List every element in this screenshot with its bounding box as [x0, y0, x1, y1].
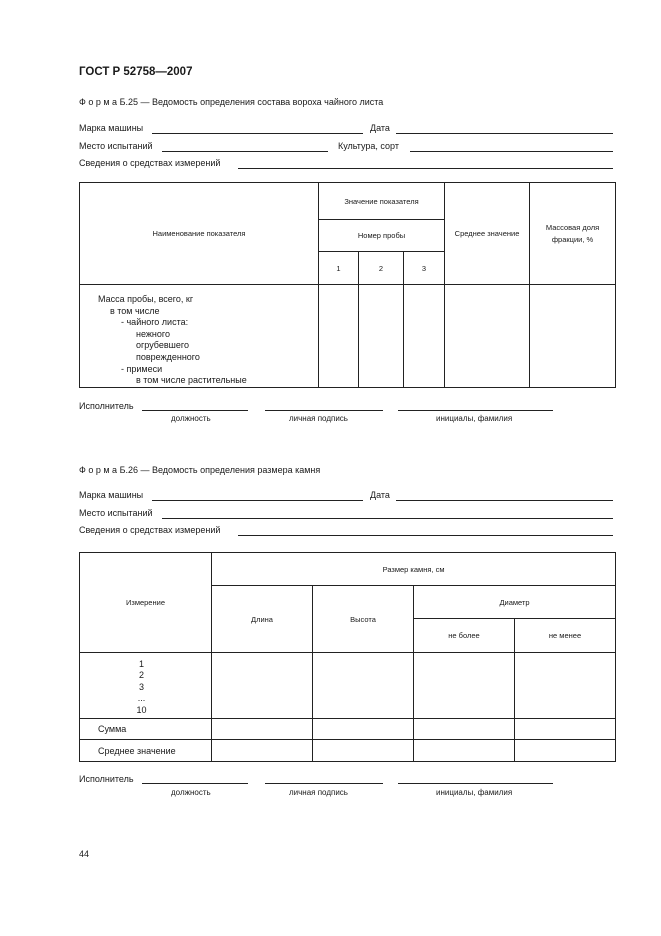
- measurement-number: 3: [138, 681, 144, 692]
- form-25-place-label: Место испытаний: [79, 141, 153, 151]
- form-25-culture-field[interactable]: [410, 151, 613, 152]
- header-length: Длина: [212, 586, 313, 653]
- form-25-name-field[interactable]: [398, 410, 553, 411]
- form-26-place-label: Место испытаний: [79, 508, 153, 518]
- form-25-position-caption: должность: [171, 414, 211, 423]
- header-sample-1: 1: [319, 252, 359, 285]
- page-number: 44: [79, 849, 90, 859]
- form-25-executor-label: Исполнитель: [79, 401, 134, 411]
- sum-diameter-max-cell[interactable]: [414, 719, 515, 740]
- header-sample-3: 3: [404, 252, 445, 285]
- indicator-list: [80, 285, 319, 388]
- form-26-position-caption: должность: [171, 788, 211, 797]
- value-cell-sample-1[interactable]: [319, 285, 359, 388]
- header-indicator-name: Наименование показателя: [80, 183, 319, 285]
- header-measurement: Измерение: [80, 553, 212, 653]
- height-cell[interactable]: [313, 653, 414, 719]
- measurement-numbers: [80, 653, 212, 719]
- value-cell-sample-2[interactable]: [359, 285, 404, 388]
- header-sample-2: 2: [359, 252, 404, 285]
- mean-diameter-min-cell[interactable]: [515, 740, 616, 762]
- mean-label: Среднее значение: [80, 740, 212, 762]
- sum-length-cell[interactable]: [212, 719, 313, 740]
- form-25-machine-field[interactable]: [152, 133, 363, 134]
- header-diameter-max: не более: [414, 619, 515, 653]
- header-indicator-value: Значение показателя: [319, 183, 445, 220]
- sum-label: Сумма: [80, 719, 212, 740]
- measurement-number: 2: [138, 670, 144, 681]
- form-25-machine-label: Марка машины: [79, 123, 144, 133]
- sum-diameter-min-cell[interactable]: [515, 719, 616, 740]
- indicator-row: в том числе растительные: [136, 375, 247, 386]
- value-cell-sample-3[interactable]: [404, 285, 445, 388]
- measurement-number: 10: [136, 704, 147, 715]
- indicator-row: огрубевшего: [136, 340, 189, 351]
- form-26-signature-caption: личная подпись: [289, 788, 348, 797]
- form-25-instruments-label: Сведения о средствах измерений: [79, 158, 221, 168]
- form-25-position-field[interactable]: [142, 410, 248, 411]
- form-26-table: [79, 552, 616, 762]
- form-26-instruments-label: Сведения о средствах измерений: [79, 525, 221, 535]
- form-26-position-field[interactable]: [142, 783, 248, 784]
- form-26-title-text: Б.26 — Ведомость определения размера камня: [119, 465, 321, 475]
- header-sample-number: Номер пробы: [319, 220, 445, 252]
- header-diameter: Диаметр: [414, 586, 616, 619]
- indicator-row: Масса пробы, всего, кг: [98, 294, 194, 304]
- form-25-date-field[interactable]: [396, 133, 613, 134]
- diameter-min-cell[interactable]: [515, 653, 616, 719]
- form-25-place-field[interactable]: [162, 151, 328, 152]
- form-26-executor-label: Исполнитель: [79, 774, 134, 784]
- measurement-number: 1: [138, 659, 144, 669]
- form-25-title-prefix: Ф о р м а: [79, 97, 118, 107]
- header-mass-fraction: Массовая доля фракции, %: [530, 183, 616, 285]
- form-25-table: [79, 182, 616, 388]
- header-height: Высота: [313, 586, 414, 653]
- indicator-row: нежного: [136, 328, 170, 339]
- form-26-signature-field[interactable]: [265, 783, 383, 784]
- form-25-signature-caption: личная подпись: [289, 414, 348, 423]
- form-25-title-text: Б.25 — Ведомость определения состава вороха чайного листа: [119, 97, 384, 107]
- form-26-place-field[interactable]: [162, 518, 613, 519]
- form-25-date-label: Дата: [370, 123, 390, 133]
- mean-length-cell[interactable]: [212, 740, 313, 762]
- indicator-row: в том числе: [110, 305, 160, 316]
- form-26-name-field[interactable]: [398, 783, 553, 784]
- form-26-machine-field[interactable]: [152, 500, 363, 501]
- indicator-row: - чайного листа:: [121, 317, 189, 328]
- form-25-title: [79, 97, 383, 107]
- form-25-signature-field[interactable]: [265, 410, 383, 411]
- diameter-max-cell[interactable]: [414, 653, 515, 719]
- form-25-name-caption: инициалы, фамилия: [436, 414, 513, 423]
- measurement-number: ...: [137, 693, 146, 704]
- form-26-date-label: Дата: [370, 490, 390, 500]
- length-cell[interactable]: [212, 653, 313, 719]
- form-26-date-field[interactable]: [396, 500, 613, 501]
- form-25-instruments-field[interactable]: [238, 168, 613, 169]
- indicator-row: - примеси: [121, 363, 163, 374]
- indicator-row: поврежденного: [136, 351, 200, 362]
- form-26-title-prefix: Ф о р м а: [79, 465, 118, 475]
- sum-height-cell[interactable]: [313, 719, 414, 740]
- form-25-culture-label: Культура, сорт: [338, 141, 399, 151]
- header-diameter-min: не менее: [515, 619, 616, 653]
- value-cell-mean[interactable]: [445, 285, 530, 388]
- header-mean: Среднее значение: [445, 183, 530, 285]
- value-cell-mass[interactable]: [530, 285, 616, 388]
- form-26-machine-label: Марка машины: [79, 490, 144, 500]
- mean-diameter-max-cell[interactable]: [414, 740, 515, 762]
- form-26-instruments-field[interactable]: [238, 535, 613, 536]
- form-26-name-caption: инициалы, фамилия: [436, 788, 513, 797]
- form-26-title: [79, 465, 320, 475]
- mean-height-cell[interactable]: [313, 740, 414, 762]
- document-code: ГОСТ Р 52758—2007: [79, 66, 193, 78]
- header-stone-size: Размер камня, см: [212, 553, 616, 586]
